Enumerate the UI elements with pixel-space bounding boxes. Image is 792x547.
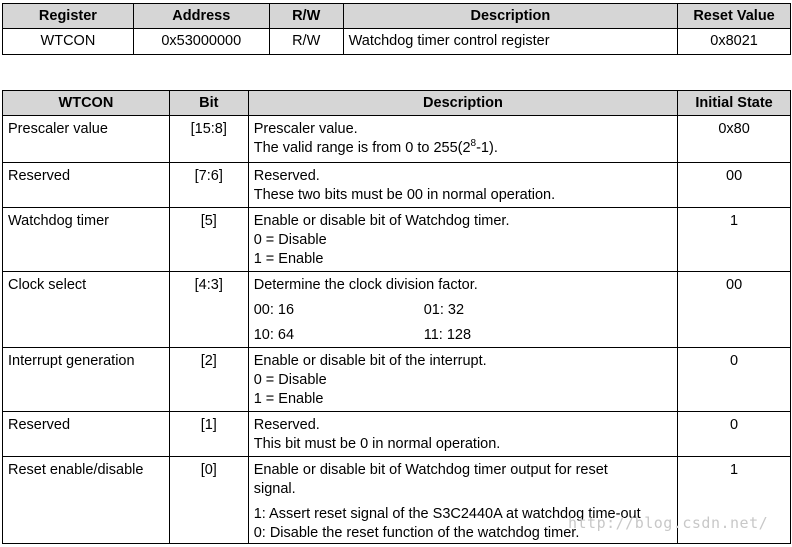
register-description: Watchdog timer control register <box>343 29 677 55</box>
field-description <box>248 208 677 272</box>
header-reset-value: Reset Value <box>678 4 791 29</box>
field-name: Watchdog timer <box>3 208 170 272</box>
desc-line: 1 = Enable <box>253 251 324 267</box>
field-name: Clock select <box>3 272 170 348</box>
desc-range-suffix: -1). <box>476 140 498 156</box>
clock-option-row <box>254 326 673 345</box>
field-bit: [2] <box>169 348 248 412</box>
header-rw: R/W <box>269 4 343 29</box>
field-name: Reset enable/disable <box>3 457 170 544</box>
clock-option: 10: 64 <box>253 327 295 343</box>
table-row <box>3 163 791 208</box>
field-initial-state: 0 <box>678 412 791 457</box>
field-description <box>248 272 677 348</box>
table-row <box>3 457 791 544</box>
desc-line: Determine the clock division factor. <box>253 277 478 293</box>
clock-option: 01: 32 <box>423 302 465 318</box>
table-row <box>3 348 791 412</box>
table-row <box>3 412 791 457</box>
field-name: Prescaler value <box>3 116 170 163</box>
field-initial-state: 00 <box>678 163 791 208</box>
register-header-row <box>3 4 791 29</box>
field-initial-state: 00 <box>678 272 791 348</box>
header-wtcon: WTCON <box>3 91 170 116</box>
desc-line: This bit must be 0 in normal operation. <box>253 436 501 452</box>
header-register: Register <box>3 4 134 29</box>
desc-line: These two bits must be 00 in normal operation. <box>253 187 556 203</box>
desc-line: 0 = Disable <box>253 372 327 388</box>
field-description <box>248 457 677 544</box>
desc-line: Enable or disable bit of Watchdog timer output for reset <box>253 462 608 478</box>
register-row <box>3 29 791 55</box>
desc-line: 0 = Disable <box>253 232 327 248</box>
register-summary-table <box>2 3 791 55</box>
field-description <box>248 348 677 412</box>
field-bit: [1] <box>169 412 248 457</box>
field-initial-state: 1 <box>678 208 791 272</box>
field-description <box>248 163 677 208</box>
clock-option: 00: 16 <box>253 302 295 318</box>
field-bit: [5] <box>169 208 248 272</box>
field-name: Reserved <box>3 163 170 208</box>
desc-line: signal. <box>253 481 296 497</box>
field-bit: [7:6] <box>169 163 248 208</box>
field-description <box>248 412 677 457</box>
register-reset-value: 0x8021 <box>678 29 791 55</box>
desc-range-line <box>254 139 673 158</box>
field-initial-state: 0 <box>678 348 791 412</box>
field-bit: [15:8] <box>169 116 248 163</box>
register-name: WTCON <box>3 29 134 55</box>
clock-option-row <box>254 301 673 320</box>
desc-line: Prescaler value. <box>253 121 358 137</box>
watermark: http://blog.csdn.net/ <box>568 514 769 532</box>
header-address: Address <box>133 4 269 29</box>
field-name: Reserved <box>3 412 170 457</box>
table-row <box>3 116 791 163</box>
header-description: Description <box>343 4 677 29</box>
desc-line: Enable or disable bit of the interrupt. <box>253 353 487 369</box>
field-bit: [0] <box>169 457 248 544</box>
table-row <box>3 208 791 272</box>
field-name: Interrupt generation <box>3 348 170 412</box>
field-description <box>248 116 677 163</box>
desc-line: Reserved. <box>253 417 320 433</box>
desc-line: 1 = Enable <box>253 391 324 407</box>
header-initial-state: Initial State <box>678 91 791 116</box>
desc-line: Enable or disable bit of Watchdog timer. <box>253 213 510 229</box>
clock-option: 11: 128 <box>423 327 472 343</box>
header-bit-description: Description <box>248 91 677 116</box>
wtcon-bit-table <box>2 90 791 544</box>
field-initial-state: 1 <box>678 457 791 544</box>
desc-line: 0: Disable the reset function of the watchdog timer. <box>253 525 580 541</box>
header-bit: Bit <box>169 91 248 116</box>
register-address: 0x53000000 <box>133 29 269 55</box>
table-row <box>3 272 791 348</box>
desc-range-exponent: 8 <box>470 138 477 150</box>
desc-line: Reserved. <box>253 168 320 184</box>
field-initial-state: 0x80 <box>678 116 791 163</box>
bit-header-row <box>3 91 791 116</box>
field-bit: [4:3] <box>169 272 248 348</box>
desc-range-text: The valid range is from 0 to 255(2 <box>253 140 471 156</box>
desc-line: 1: Assert reset signal of the S3C2440A at watchdog time-out <box>253 506 641 522</box>
register-rw: R/W <box>269 29 343 55</box>
